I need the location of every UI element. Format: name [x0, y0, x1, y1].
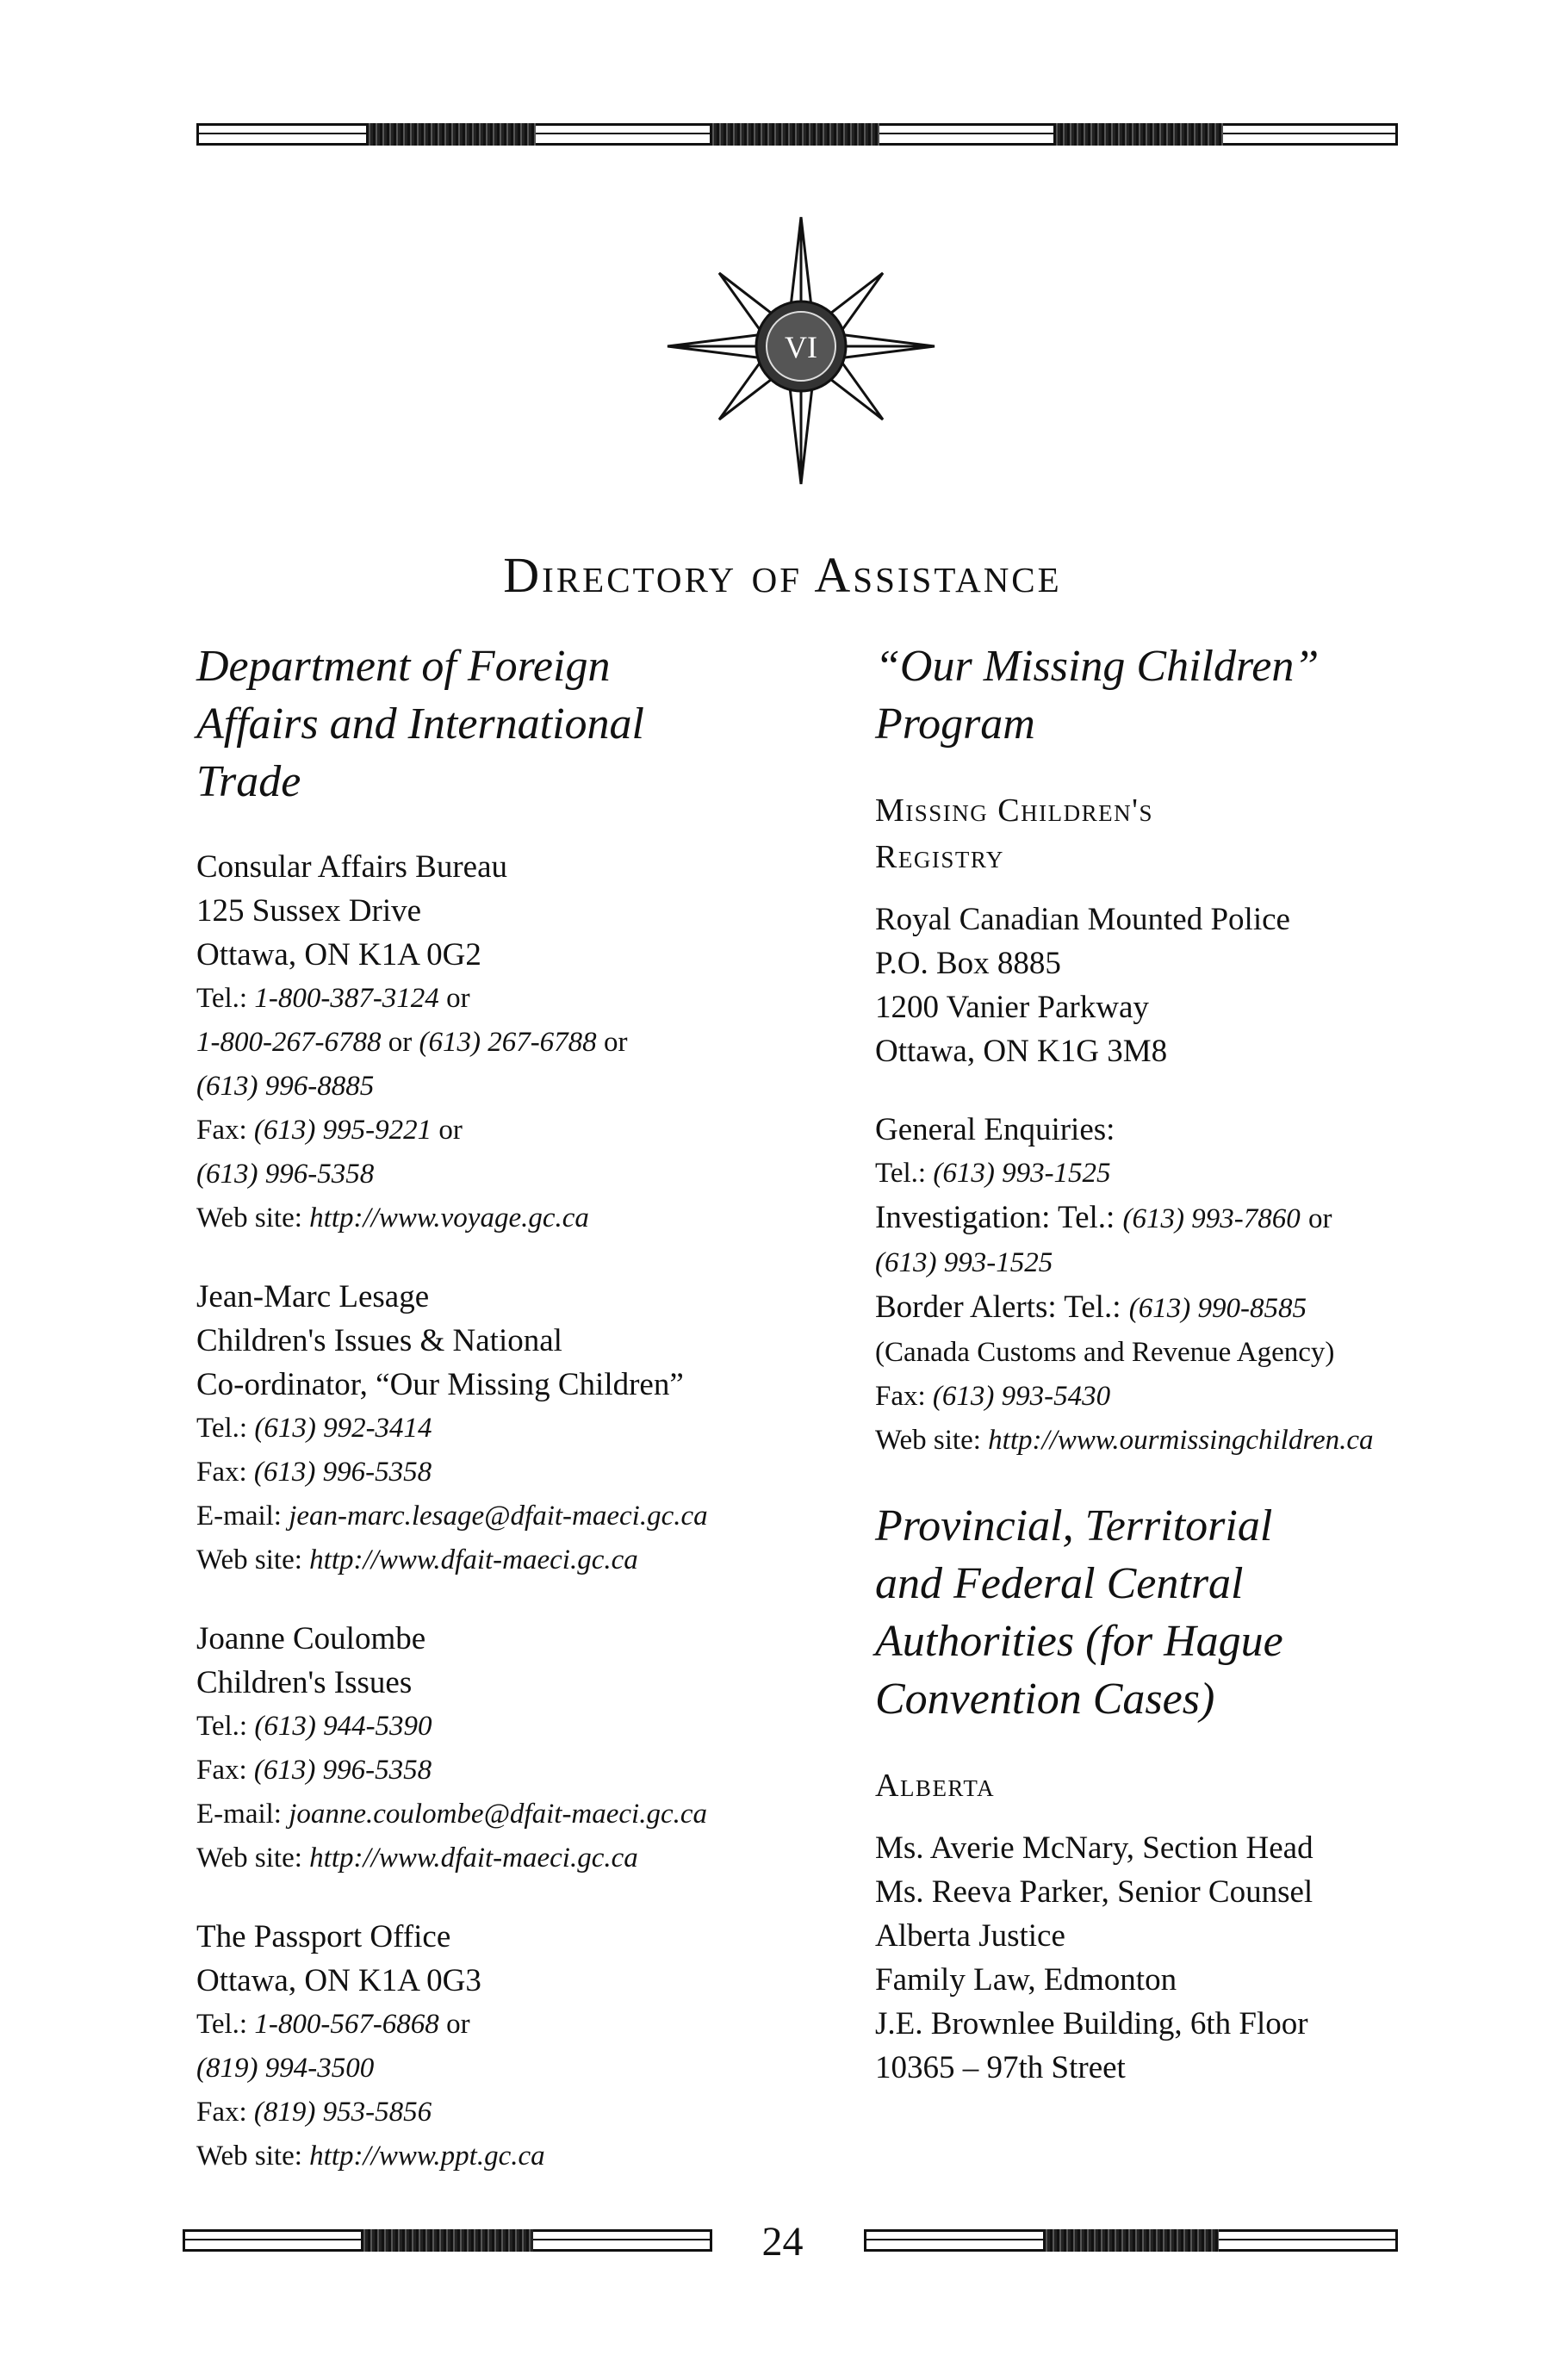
section-title-central-authorities: Provincial, Territorial and Federal Central Authorities (for Hague Convention Cases)	[875, 1501, 1283, 1724]
phone-number: (613) 267-6788	[419, 1027, 597, 1058]
fax-number: (613) 996-5358	[196, 1159, 375, 1190]
compass-star-icon	[659, 200, 943, 493]
website-link[interactable]: http://www.voyage.gc.ca	[309, 1202, 589, 1233]
website-link[interactable]: http://www.ppt.gc.ca	[309, 2141, 545, 2172]
bottom-rule-right	[864, 2229, 1398, 2252]
fax-number: (613) 993-5430	[932, 1381, 1111, 1412]
section-title-dfait: Department of Foreign Affairs and International Trade	[196, 642, 644, 806]
phone-number: (613) 992-3414	[254, 1413, 432, 1444]
phone-number: (819) 994-3500	[196, 2053, 375, 2084]
phone-number: (613) 993-1525	[933, 1158, 1111, 1189]
fax-number: (613) 996-5358	[253, 1457, 432, 1488]
phone-number: (613) 990-8585	[1128, 1293, 1307, 1324]
phone-number: (613) 993-1525	[875, 1247, 1053, 1278]
phone-number: 1-800-567-6868	[254, 2009, 439, 2040]
website-link[interactable]: http://www.ourmissingchildren.ca	[988, 1425, 1374, 1456]
website-link[interactable]: http://www.dfait-maeci.gc.ca	[309, 1842, 638, 1874]
page-title: Directory of Assistance	[503, 546, 1062, 603]
fax-number: (613) 996-5358	[253, 1755, 432, 1786]
phone-number: (613) 996-8885	[196, 1071, 375, 1102]
email-link[interactable]: jean-marc.lesage@dfait-maeci.gc.ca	[289, 1501, 708, 1532]
rcmp-contacts: General Enquiries: Tel.: (613) 993-1525 Investigation: Tel.: (613) 993-7860 or (613) 993-1525 Border Alerts: Tel.: (613) 990-8585 (Canada Customs and Revenue Agency) Fax: (613) 993-5430 Web site: http://www.ourmissingchildren.ca	[875, 1112, 1374, 1456]
section-title-missing-children: “Our Missing Children” Program	[875, 642, 1320, 749]
phone-number: 1-800-387-3124	[254, 983, 439, 1014]
rcmp-address: Royal Canadian Mounted Police P.O. Box 8885 1200 Vanier Parkway Ottawa, ON K1G 3M8	[875, 902, 1290, 1069]
province-heading-alberta: Alberta	[875, 1768, 996, 1804]
contact-consular: Consular Affairs Bureau 125 Sussex Drive Ottawa, ON K1A 0G2 Tel.: 1-800-387-3124 or 1-800-267-6788 or (613) 267-6788 or (613) 996-8885 Fax: (613) 995-9221 or (613) 996-5358 Web site: http://www.voyage.gc.ca	[196, 849, 628, 1233]
top-rule	[196, 123, 1398, 146]
left-column	[196, 637, 834, 2178]
contact-passport-office: The Passport Office Ottawa, ON K1A 0G3 Tel.: 1-800-567-6868 or (819) 994-3500 Fax: (819) 953-5856 Web site: http://www.ppt.gc.ca	[196, 1919, 545, 2172]
page-number: 24	[761, 2219, 804, 2265]
contact-coulombe: Joanne Coulombe Children's Issues Tel.: (613) 944-5390 Fax: (613) 996-5358 E-mail: joanne.coulombe@dfait-maeci.gc.ca Web site: http://www.dfait-maeci.gc.ca	[196, 1621, 708, 1874]
fax-number: (819) 953-5856	[253, 2097, 432, 2128]
website-link[interactable]: http://www.dfait-maeci.gc.ca	[309, 1544, 638, 1575]
emblem-numeral: VI	[785, 330, 817, 364]
right-column	[875, 637, 1495, 2090]
contact-lesage: Jean-Marc Lesage Children's Issues & National Co-ordinator, “Our Missing Children” Tel.: (613) 992-3414 Fax: (613) 996-5358 E-mail: jean-marc.lesage@dfait-maeci.gc.ca Web site: http://www.dfait-maeci.gc.ca	[196, 1279, 708, 1575]
email-link[interactable]: joanne.coulombe@dfait-maeci.gc.ca	[289, 1799, 708, 1830]
phone-number: (613) 993-7860	[1122, 1203, 1301, 1234]
phone-number: (613) 944-5390	[254, 1711, 432, 1742]
fax-number: (613) 995-9221	[253, 1115, 432, 1146]
alberta-contact: Ms. Averie McNary, Section Head Ms. Reeva Parker, Senior Counsel Alberta Justice Family Law, Edmonton J.E. Brownlee Building, 6th Floor 10365 – 97th Street	[875, 1830, 1313, 2085]
registry-heading: Missing Children's Registry	[875, 792, 1153, 875]
phone-number: 1-800-267-6788	[196, 1027, 382, 1058]
